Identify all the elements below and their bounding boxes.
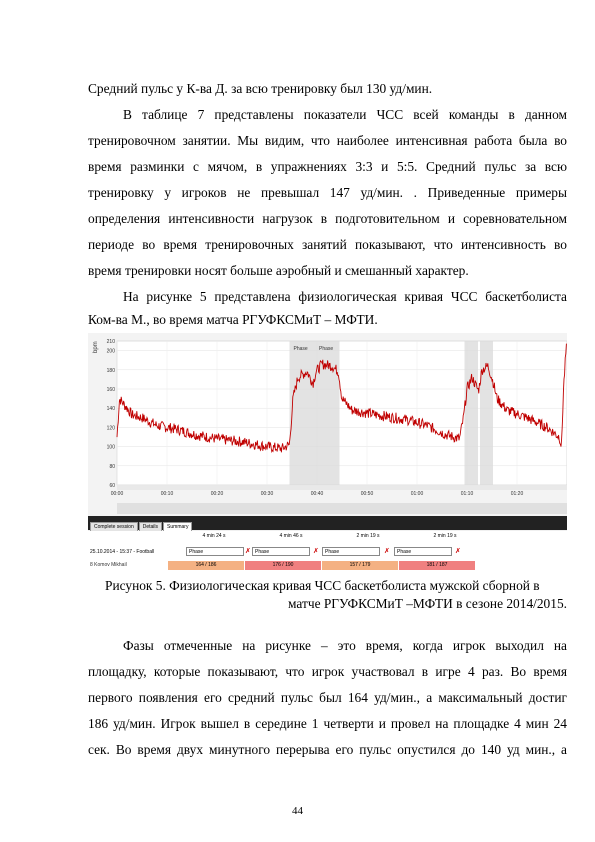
paragraph-line: время разминки с мячом, в упражнениях 3:3 и 5:5. Средний пульс за всю <box>88 159 567 174</box>
tab-details[interactable]: Details <box>139 522 162 532</box>
phase-select[interactable]: Phase <box>252 547 310 556</box>
figure-caption-line: матче РГУФКСМиТ –МФТИ в сезоне 2014/2015. <box>288 596 567 611</box>
paragraph-line: Фазы отмеченные на рисунке – это время, когда игрок выходил на <box>123 638 567 653</box>
x-tick-label: 00:10 <box>160 491 174 497</box>
paragraph-line: сек. Во время двух минутного перерыва его пульс опустился до 140 уд мин., а <box>88 742 567 757</box>
paragraph-line: определения интенсивности нагрузок в подготовительном и соревновательном <box>88 211 567 226</box>
page-number: 44 <box>292 805 303 817</box>
duration-label: 4 min 24 s <box>202 533 226 539</box>
x-tick-label: 00:40 <box>310 491 324 497</box>
phase-value-cell: 176 / 190 <box>245 561 321 570</box>
y-unit-label: bpm <box>93 341 99 353</box>
paragraph-line: На рисунке 5 представлена физиологическая кривая ЧСС баскетболиста <box>123 289 567 304</box>
paragraph-line: периоде во время тренировочных занятий показывают, что интенсивность во <box>88 237 567 252</box>
x-tick-label: 00:50 <box>360 491 374 497</box>
x-tick-label: 01:20 <box>510 491 524 497</box>
phase-select[interactable]: Phase <box>394 547 452 556</box>
phase-band <box>290 341 315 485</box>
remove-phase-icon[interactable]: ✗ <box>245 548 251 555</box>
tab-complete-session[interactable]: Complete session <box>90 522 138 532</box>
paragraph-line: время тренировки носят больше аэробный и смешанный характер. <box>88 263 469 278</box>
paragraph-line: Средний пульс у К-ва Д. за всю тренировку был 130 уд/мин. <box>88 81 433 96</box>
remove-phase-icon[interactable]: ✗ <box>455 548 461 555</box>
y-tick-label: 210 <box>106 339 115 345</box>
phase-value-cell: 157 / 179 <box>322 561 398 570</box>
x-tick-label: 01:00 <box>410 491 424 497</box>
y-tick-label: 120 <box>106 425 115 432</box>
y-tick-label: 180 <box>106 367 115 374</box>
phase-label: Phase <box>319 346 334 352</box>
session-label: 25.10.2014 - 15:37 - Football <box>90 549 155 555</box>
duration-label: 2 min 19 s <box>356 533 380 539</box>
phase-value-cell: 164 / 186 <box>168 561 244 570</box>
y-tick-label: 60 <box>109 483 115 489</box>
duration-label: 2 min 19 s <box>433 533 457 539</box>
y-tick-label: 200 <box>106 348 115 355</box>
x-tick-label: 01:10 <box>460 491 474 497</box>
heart-rate-chart <box>88 333 567 516</box>
paragraph-line: Ком-ва М., во время матча РГУФКСМиТ – МФТИ. <box>88 312 378 327</box>
duration-label: 4 min 46 s <box>279 533 303 539</box>
phase-band <box>480 341 493 485</box>
x-tick-label: 00:20 <box>210 491 224 497</box>
y-tick-label: 80 <box>109 463 115 470</box>
paragraph-line: тренировочном занятии. Мы видим, что наиболее интенсивная работа была во <box>88 133 567 148</box>
phase-select[interactable]: Phase <box>186 547 244 556</box>
figure-caption-line: Рисунок 5. Физиологическая кривая ЧСС баскетболиста мужской сборной в <box>105 578 540 593</box>
y-tick-label: 100 <box>106 444 115 451</box>
paragraph-line: первого появления его средний пульс был 164 уд/мин., а максимальный достиг <box>88 690 567 705</box>
remove-phase-icon[interactable]: ✗ <box>313 548 319 555</box>
paragraph-line: В таблице 7 представлены показатели ЧСС всей команды в данном <box>123 107 567 122</box>
tab-summary[interactable]: Summary <box>163 522 192 532</box>
player-label: 8 Komov Mikhail <box>90 562 127 568</box>
x-tick-label: 00:30 <box>260 491 274 497</box>
paragraph-line: площадку, которые показывают, что игрок участвовал в игре 4 раз. Во время <box>88 664 567 679</box>
phase-label: Phase <box>293 346 308 352</box>
summary-panel <box>88 531 567 576</box>
y-tick-label: 140 <box>106 406 115 413</box>
phase-select[interactable]: Phase <box>322 547 380 556</box>
phase-value-cell: 181 / 187 <box>399 561 475 570</box>
remove-phase-icon[interactable]: ✗ <box>384 548 390 555</box>
heart-rate-screenshot <box>88 333 567 576</box>
y-tick-label: 160 <box>106 387 115 393</box>
phase-band <box>465 341 479 485</box>
paragraph-line: 186 уд/мин. Игрок вышел в середине 1 четверти и провел на площадке 4 мин 24 <box>88 716 567 731</box>
paragraph-line: тренировку у игроков не превышал 147 уд/мин. . Приведенные примеры <box>88 185 567 200</box>
x-tick-label: 00:00 <box>110 491 124 497</box>
